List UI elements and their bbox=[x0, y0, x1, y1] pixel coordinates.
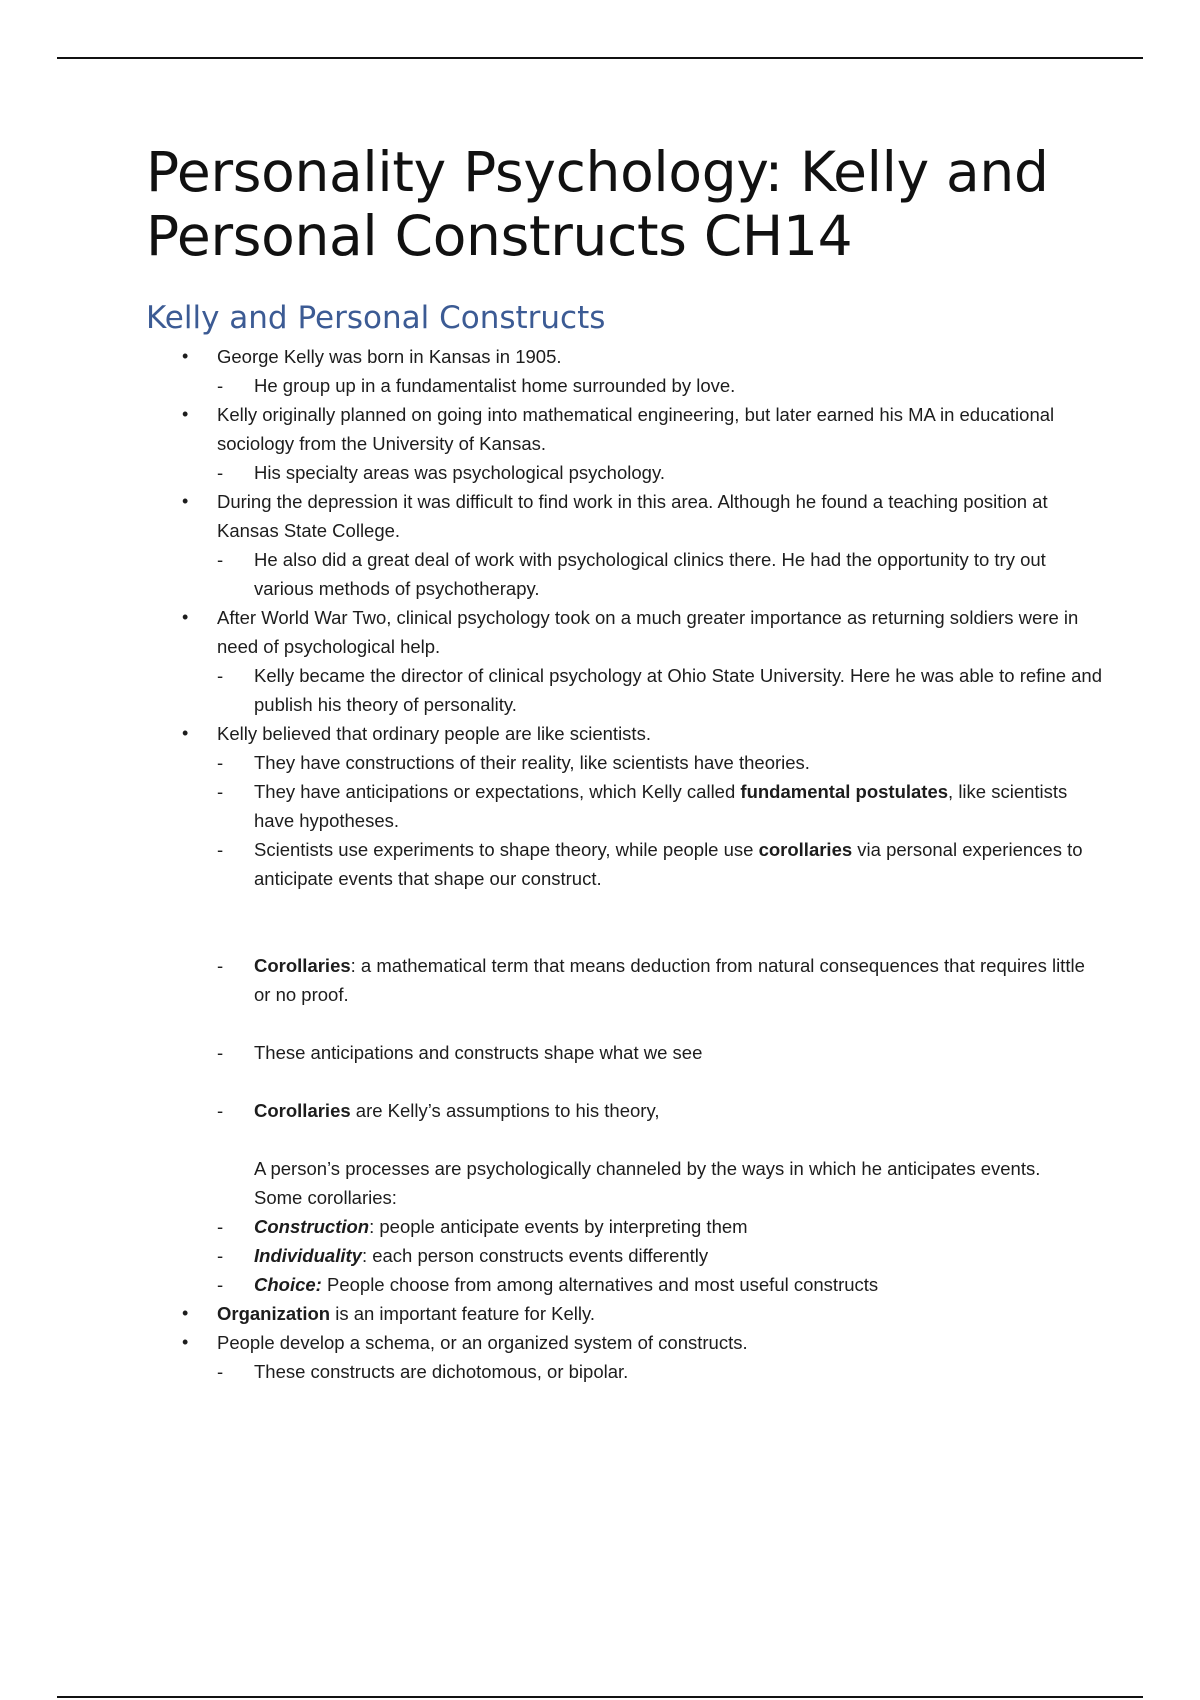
notes-list bbox=[146, 342, 1106, 1386]
item-text: His specialty areas was psychological psychology. bbox=[254, 462, 665, 483]
sub-list-item bbox=[146, 458, 1106, 487]
item-text: Some corollaries: bbox=[254, 1187, 397, 1208]
item-text: : people anticipate events by interpreting them bbox=[369, 1216, 748, 1237]
item-text: People choose from among alternatives and most useful constructs bbox=[321, 1274, 879, 1295]
list-item bbox=[146, 603, 1106, 661]
item-text: People develop a schema, or an organized system of constructs. bbox=[217, 1332, 748, 1353]
document-title: Personality Psychology: Kelly and Personal Constructs CH14 bbox=[146, 140, 1049, 268]
item-text: These constructs are dichotomous, or bipolar. bbox=[254, 1361, 629, 1382]
sub-list-item bbox=[146, 1212, 1106, 1241]
item-text: Kelly originally planned on going into mathematical engineering, but later earned his MA in educational sociology from the University of Kansas. bbox=[217, 404, 1055, 454]
list-item bbox=[146, 342, 1106, 371]
bold-term: Organization bbox=[217, 1303, 331, 1324]
item-text: is an important feature for Kelly. bbox=[330, 1303, 596, 1324]
document-body bbox=[146, 140, 1106, 1386]
list-item bbox=[146, 1328, 1106, 1357]
paragraph bbox=[146, 1154, 1106, 1183]
spacer bbox=[146, 1125, 1106, 1154]
sub-list-item bbox=[146, 951, 1106, 1009]
item-text: A person’s processes are psychologically channeled by the ways in which he anticipates events. bbox=[254, 1158, 1041, 1179]
paragraph bbox=[146, 1183, 1106, 1212]
bottom-rule bbox=[57, 1696, 1143, 1698]
item-text: Scientists use experiments to shape theory, while people use bbox=[254, 839, 759, 860]
sub-list-item bbox=[146, 545, 1106, 603]
bold-term: Corollaries bbox=[254, 1100, 351, 1121]
bold-italic-term: Choice: bbox=[254, 1274, 322, 1295]
sub-list-item bbox=[146, 1241, 1106, 1270]
list-item bbox=[146, 719, 1106, 748]
sub-list-item bbox=[146, 1270, 1106, 1299]
item-text: After World War Two, clinical psychology took on a much greater importance as returning soldiers were in need of psychological help. bbox=[217, 607, 1079, 657]
sub-list-item bbox=[146, 661, 1106, 719]
top-rule bbox=[57, 57, 1143, 59]
list-item bbox=[146, 400, 1106, 458]
item-text: During the depression it was difficult to find work in this area. Although he found a teaching position at Kansas State College. bbox=[217, 491, 1048, 541]
bold-term: corollaries bbox=[758, 839, 853, 860]
item-text: They have constructions of their reality, like scientists have theories. bbox=[254, 752, 810, 773]
sub-list-item bbox=[146, 1038, 1106, 1067]
bold-italic-term: Individuality bbox=[254, 1245, 362, 1266]
sub-list-item bbox=[146, 371, 1106, 400]
item-text: via personal experiences to anticipate events that shape our construct. bbox=[254, 839, 1083, 889]
section-heading: Kelly and Personal Constructs bbox=[146, 300, 606, 336]
list-item bbox=[146, 1299, 1106, 1328]
spacer bbox=[146, 893, 1106, 951]
sub-list-item bbox=[146, 748, 1106, 777]
item-text: He also did a great deal of work with psychological clinics there. He had the opportunity to try out various methods of psychotherapy. bbox=[254, 549, 1046, 599]
item-text: Kelly became the director of clinical psychology at Ohio State University. Here he was able to refine and publish his theory of personality. bbox=[254, 665, 1103, 715]
item-text: : each person constructs events differently bbox=[361, 1245, 709, 1266]
item-text: , like scientists have hypotheses. bbox=[254, 781, 1068, 831]
list-item bbox=[146, 487, 1106, 545]
item-text: These anticipations and constructs shape what we see bbox=[254, 1042, 703, 1063]
bold-term: Corollaries bbox=[254, 955, 351, 976]
bold-italic-term: Construction bbox=[254, 1216, 370, 1237]
spacer bbox=[146, 1009, 1106, 1038]
sub-list-item bbox=[146, 835, 1106, 893]
sub-list-item bbox=[146, 1357, 1106, 1386]
item-text: They have anticipations or expectations, which Kelly called bbox=[254, 781, 741, 802]
item-text: are Kelly’s assumptions to his theory, bbox=[350, 1100, 660, 1121]
sub-list-item bbox=[146, 777, 1106, 835]
item-text: : a mathematical term that means deduction from natural consequences that requires little or no proof. bbox=[254, 955, 1085, 1005]
item-text: George Kelly was born in Kansas in 1905. bbox=[217, 346, 562, 367]
item-text: He group up in a fundamentalist home surrounded by love. bbox=[254, 375, 736, 396]
sub-list-item bbox=[146, 1096, 1106, 1125]
spacer bbox=[146, 1067, 1106, 1096]
bold-term: fundamental postulates bbox=[740, 781, 949, 802]
item-text: Kelly believed that ordinary people are like scientists. bbox=[217, 723, 651, 744]
